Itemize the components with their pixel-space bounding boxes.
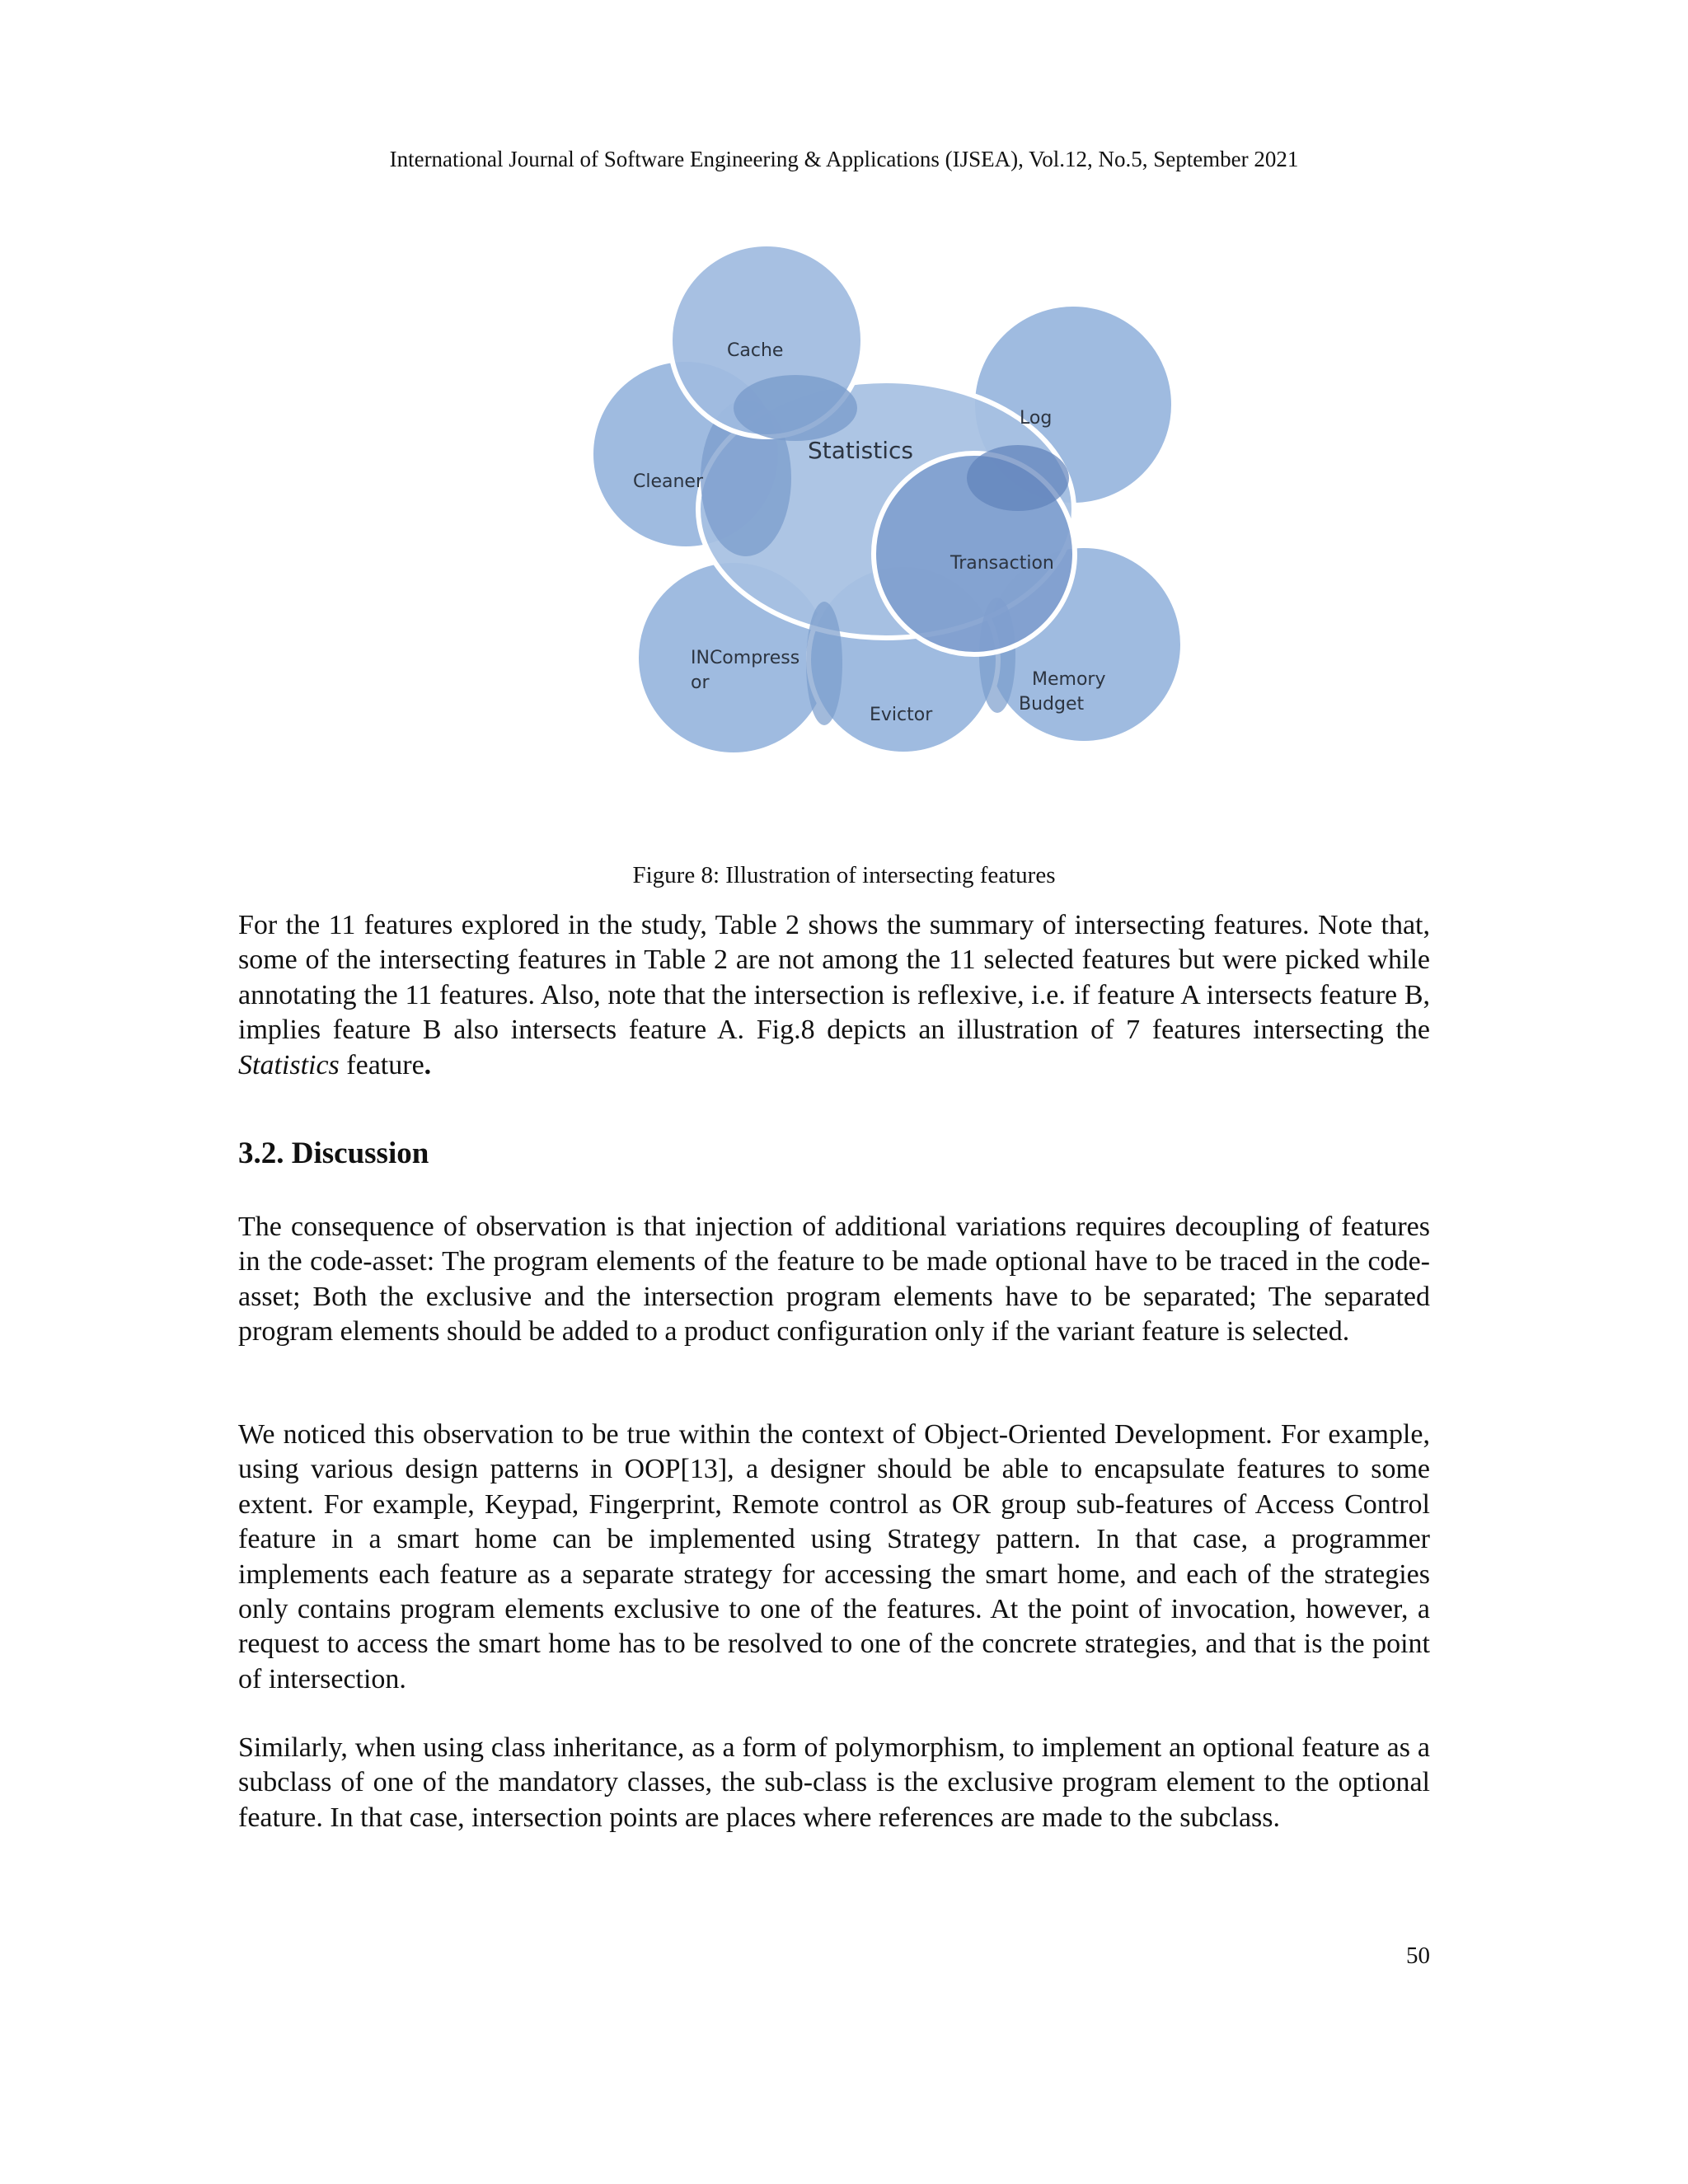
p1-text: For the 11 features explored in the study, Table 2 shows the summary of intersecting features. Note that, some of the intersecting features in Table 2 are not among the 11 selected features but were picked while annotating the 11 features. Also, note that the intersection is reflexive, i.e. if feature A intersects feature B, implies feature B also intersects feature A. Fig.8 depicts an illustration of 7 features intersecting the	[238, 910, 1430, 1046]
overlap-log-transaction	[967, 445, 1069, 511]
paragraph-intersecting-features	[238, 908, 1430, 1083]
label-statistics: Statistics	[808, 437, 913, 464]
section-heading-discussion: 3.2. Discussion	[238, 1137, 429, 1170]
label-transaction: Transaction	[950, 553, 1054, 574]
figure-caption: Figure 8: Illustration of intersecting features	[632, 862, 1056, 888]
paragraph-consequence: The consequence of observation is that injection of additional variations requires decoupling of features in the code-asset: The program elements of the feature to be made optional have to be traced in the code-asset; Both the exclusive and the intersection program elements have to be separated; The separated program elements should be added to a product configuration only if the variant feature is selected.	[238, 1212, 1430, 1347]
page-number: 50	[1406, 1943, 1430, 1969]
paragraph-inheritance: Similarly, when using class inheritance, as a form of polymorphism, to implement an optional feature as a subclass of one of the mandatory classes, the sub-class is the exclusive program element to the optional feature. In that case, intersection points are places where references are made to the subclass.	[238, 1732, 1430, 1833]
label-cache: Cache	[727, 340, 784, 361]
paragraph-oop: We noticed this observation to be true within the context of Object-Oriented Development. For example, using various design patterns in OOP[13], a designer should be able to encapsulate features to some extent. For example, Keypad, Fingerprint, Remote control as OR group sub-features of Access Control feature in a smart home can be implemented using Strategy pattern. In that case, a programmer implements each feature as a separate strategy for accessing the smart home, and each of the strategies only contains program elements exclusive to one of the features. At the point of invocation, however, a request to access the smart home has to be resolved to one of the concrete strategies, and that is the point of intersection.	[238, 1419, 1430, 1694]
label-incompressor-2: or	[691, 673, 710, 693]
label-incompressor-1: INCompress	[691, 648, 800, 668]
p1-text-after: feature	[339, 1049, 424, 1080]
label-memory-budget-1: Memory	[1032, 669, 1106, 690]
label-cleaner: Cleaner	[633, 471, 704, 492]
overlap-incompressor-evictor	[806, 602, 842, 725]
overlap-cache-statistics	[734, 375, 857, 441]
venn-diagram-svg	[577, 231, 1203, 766]
label-memory-budget-2: Budget	[1019, 694, 1085, 715]
p1-italic-statistics: Statistics	[238, 1049, 340, 1080]
label-log: Log	[1020, 408, 1053, 429]
figure-8-venn-diagram	[577, 231, 1203, 766]
p1-end-period: .	[424, 1049, 432, 1080]
running-head: International Journal of Software Engineering & Applications (IJSEA), Vol.12, No.5, September 2021	[389, 147, 1299, 171]
label-evictor: Evictor	[870, 705, 933, 725]
